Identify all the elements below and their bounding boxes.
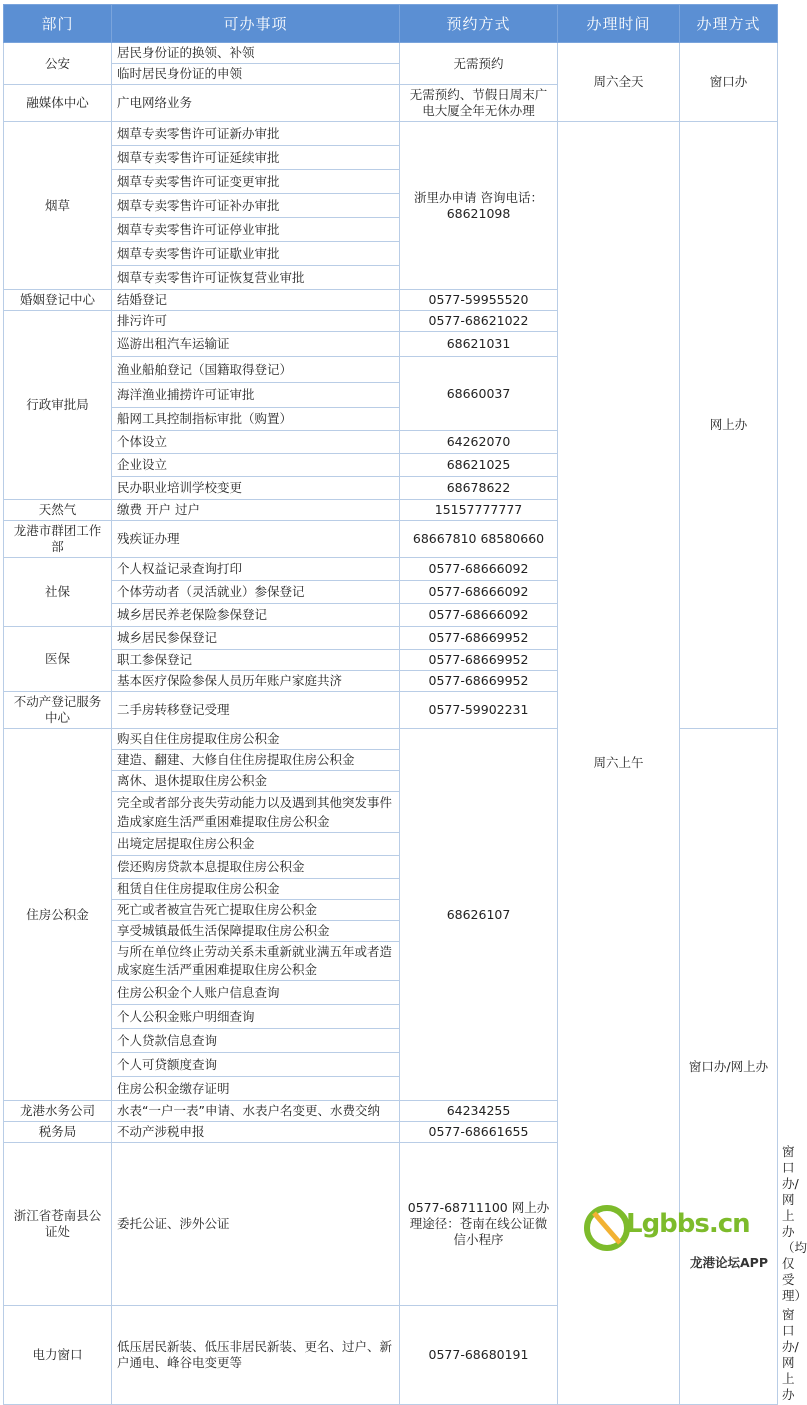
item-cell: 个人权益记录查询打印 — [112, 558, 400, 581]
way-cell: 浙里办申请 咨询电话：68621098 — [400, 122, 558, 290]
way-cell: 68660037 — [400, 357, 558, 431]
item-cell: 渔业船舶登记（国籍取得登记） — [112, 357, 400, 383]
way-cell: 68678622 — [400, 477, 558, 500]
watermark-logo-text: Lgbbs.cn — [626, 1209, 750, 1239]
item-cell: 基本医疗保险参保人员历年账户家庭共济 — [112, 671, 400, 692]
way-cell: 15157777777 — [400, 500, 558, 521]
item-cell: 个人贷款信息查询 — [112, 1029, 400, 1053]
item-cell: 结婚登记 — [112, 290, 400, 311]
way-cell: 0577-68666092 — [400, 604, 558, 627]
item-cell: 广电网络业务 — [112, 85, 400, 122]
item-cell: 城乡居民养老保险参保登记 — [112, 604, 400, 627]
dept-cell: 融媒体中心 — [4, 85, 112, 122]
way-cell: 0577-68711100 网上办理途径：苍南在线公证微信小程序 — [400, 1143, 558, 1306]
item-cell: 烟草专卖零售许可证停业审批 — [112, 218, 400, 242]
way-cell: 无需预约 — [400, 43, 558, 85]
way-cell: 0577-68669952 — [400, 671, 558, 692]
item-cell: 烟草专卖零售许可证歇业审批 — [112, 242, 400, 266]
table-row: 电力窗口 低压居民新装、低压非居民新装、更名、过户、新户通电、峰谷电变更等 0577-68680191 窗口办/网上办 — [4, 1306, 778, 1405]
item-cell: 缴费 开户 过户 — [112, 500, 400, 521]
header-item: 可办事项 — [112, 5, 400, 43]
header-way: 预约方式 — [400, 5, 558, 43]
way-cell: 68621031 — [400, 332, 558, 357]
item-cell: 委托公证、涉外公证 — [112, 1143, 400, 1306]
item-cell: 居民身份证的换领、补领 — [112, 43, 400, 64]
item-cell: 残疾证办理 — [112, 521, 400, 558]
table-row — [4, 43, 778, 64]
way-cell: 68667810 68580660 — [400, 521, 558, 558]
item-cell: 船网工具控制指标审批（购置） — [112, 408, 400, 431]
way-cell: 68626107 — [400, 729, 558, 1101]
item-cell: 偿还购房贷款本息提取住房公积金 — [112, 856, 400, 879]
dept-cell: 龙港市群团工作部 — [4, 521, 112, 558]
way-cell: 0577-68680191 — [400, 1306, 558, 1405]
item-cell: 烟草专卖零售许可证延续审批 — [112, 146, 400, 170]
item-cell: 购买自住住房提取住房公积金 — [112, 729, 400, 750]
item-cell: 企业设立 — [112, 454, 400, 477]
item-cell: 烟草专卖零售许可证变更审批 — [112, 170, 400, 194]
mode-cell: 窗口办/网上办 — [680, 729, 778, 1405]
dept-cell: 住房公积金 — [4, 729, 112, 1101]
item-cell: 与所在单位终止劳动关系未重新就业满五年或者造成家庭生活严重困难提取住房公积金 — [112, 942, 400, 981]
item-cell: 排污许可 — [112, 311, 400, 332]
watermark — [584, 1201, 774, 1273]
mode-cell: 窗口办 — [680, 43, 778, 122]
header-dept: 部门 — [4, 5, 112, 43]
dept-cell: 公安 — [4, 43, 112, 85]
dept-cell: 天然气 — [4, 500, 112, 521]
time-cell: 周六上午 — [558, 122, 680, 1405]
item-cell: 个人公积金账户明细查询 — [112, 1005, 400, 1029]
lgbbs-logo-icon — [584, 1205, 630, 1251]
item-cell: 海洋渔业捕捞许可证审批 — [112, 383, 400, 408]
item-cell: 租赁自住住房提取住房公积金 — [112, 879, 400, 900]
way-cell: 无需预约、节假日周末广电大厦全年无休办理 — [400, 85, 558, 122]
table-row — [4, 122, 778, 146]
item-cell: 二手房转移登记受理 — [112, 692, 400, 729]
way-cell: 64234255 — [400, 1101, 558, 1122]
item-cell: 个人可贷额度查询 — [112, 1053, 400, 1077]
dept-cell: 婚姻登记中心 — [4, 290, 112, 311]
table-row: 浙江省苍南县公证处 委托公证、涉外公证 0577-68711100 网上办理途径：苍南在线公证微信小程序 窗口办/网上办（均仅受理） — [4, 1143, 778, 1306]
dept-cell: 电力窗口 — [4, 1306, 112, 1405]
dept-cell: 龙港水务公司 — [4, 1101, 112, 1122]
header-mode: 办理方式 — [680, 5, 778, 43]
item-cell: 低压居民新装、低压非居民新装、更名、过户、新户通电、峰谷电变更等 — [112, 1306, 400, 1405]
item-cell: 建造、翻建、大修自住住房提取住房公积金 — [112, 750, 400, 771]
item-cell: 离休、退休提取住房公积金 — [112, 771, 400, 792]
way-cell: 64262070 — [400, 431, 558, 454]
way-cell: 0577-68621022 — [400, 311, 558, 332]
header-row — [4, 5, 778, 43]
dept-cell: 不动产登记服务中心 — [4, 692, 112, 729]
item-cell: 临时居民身份证的申领 — [112, 64, 400, 85]
header-time: 办理时间 — [558, 5, 680, 43]
watermark-app-text: 龙港论坛APP — [690, 1255, 768, 1270]
item-cell: 烟草专卖零售许可证新办审批 — [112, 122, 400, 146]
way-cell: 68621025 — [400, 454, 558, 477]
item-cell: 完全或者部分丧失劳动能力以及遇到其他突发事件造成家庭生活严重困难提取住房公积金 — [112, 792, 400, 833]
item-cell: 巡游出租汽车运输证 — [112, 332, 400, 357]
dept-cell: 浙江省苍南县公证处 — [4, 1143, 112, 1306]
item-cell: 职工参保登记 — [112, 650, 400, 671]
dept-cell: 社保 — [4, 558, 112, 627]
item-cell: 个体劳动者（灵活就业）参保登记 — [112, 581, 400, 604]
item-cell: 城乡居民参保登记 — [112, 627, 400, 650]
service-table — [3, 4, 807, 1405]
way-cell: 0577-68669952 — [400, 627, 558, 650]
dept-cell: 税务局 — [4, 1122, 112, 1143]
way-cell: 0577-68661655 — [400, 1122, 558, 1143]
dept-cell: 烟草 — [4, 122, 112, 290]
mode-cell: 网上办 — [680, 122, 778, 729]
dept-cell: 医保 — [4, 627, 112, 692]
item-cell: 民办职业培训学校变更 — [112, 477, 400, 500]
item-cell: 烟草专卖零售许可证补办审批 — [112, 194, 400, 218]
item-cell: 烟草专卖零售许可证恢复营业审批 — [112, 266, 400, 290]
item-cell: 死亡或者被宣告死亡提取住房公积金 — [112, 900, 400, 921]
time-cell: 周六全天 — [558, 43, 680, 122]
way-cell: 0577-68669952 — [400, 650, 558, 671]
item-cell: 水表“一户一表”申请、水表户名变更、水费交纳 — [112, 1101, 400, 1122]
dept-cell: 行政审批局 — [4, 311, 112, 500]
item-cell: 不动产涉税申报 — [112, 1122, 400, 1143]
item-cell: 出境定居提取住房公积金 — [112, 833, 400, 856]
item-cell: 住房公积金缴存证明 — [112, 1077, 400, 1101]
way-cell: 0577-59902231 — [400, 692, 558, 729]
item-cell: 住房公积金个人账户信息查询 — [112, 981, 400, 1005]
way-cell: 0577-68666092 — [400, 558, 558, 581]
way-cell: 0577-68666092 — [400, 581, 558, 604]
item-cell: 享受城镇最低生活保障提取住房公积金 — [112, 921, 400, 942]
item-cell: 个体设立 — [112, 431, 400, 454]
way-cell: 0577-59955520 — [400, 290, 558, 311]
